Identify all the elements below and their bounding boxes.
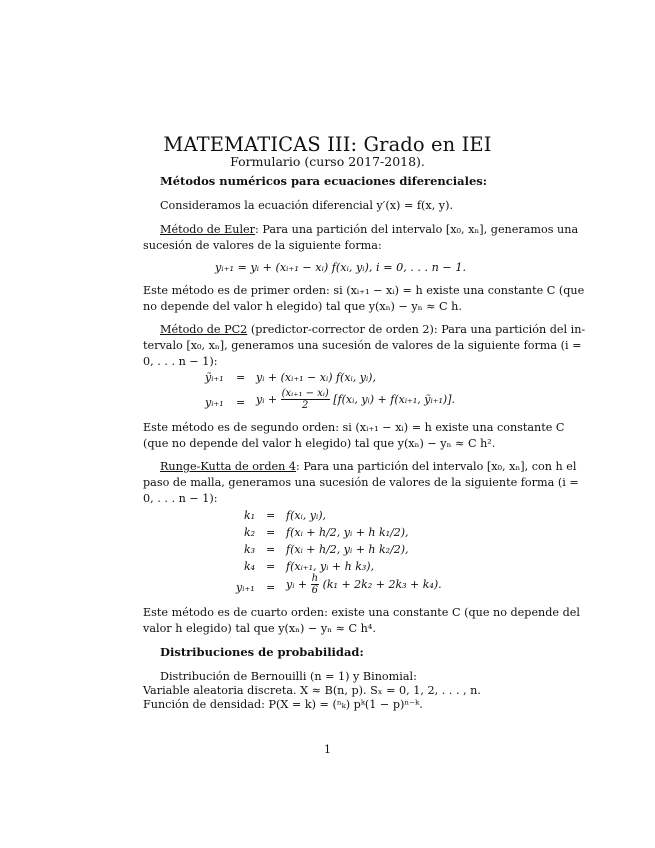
- rk4-fraction: $\frac{h}{6}$: [311, 573, 319, 596]
- pc2-eq2-fraction: $\frac{\text{(xᵢ₊₁ − xᵢ)}}{2}$: [281, 388, 329, 411]
- rk4-row-rhs: f(xᵢ, yᵢ),: [286, 509, 326, 522]
- ode-intro: Consideramos la ecuación diferencial y′(x) = f(x, y).: [160, 199, 454, 212]
- rk4-order-line1: Este método es de cuarto orden: existe una constante C (que no depende del: [143, 606, 580, 619]
- rk4-row-lhs: k₂: [244, 526, 256, 539]
- pc2-eq1-equals: =: [236, 371, 246, 384]
- bernoulli-title: Distribución de Bernouilli (n = 1) y Binomial:: [160, 670, 417, 683]
- rk4-row-lhs: k₄: [244, 560, 256, 573]
- euler-order-line2: no depende del valor h elegido) tal que y(xₙ) − yₙ ≈ C h.: [143, 300, 462, 313]
- rk4-last-equals: =: [266, 581, 276, 594]
- rk4-row-equals: =: [266, 526, 276, 539]
- euler-paragraph-line2: sucesión de valores de la siguiente forma:: [143, 239, 382, 252]
- rk4-row-lhs: k₃: [244, 543, 256, 556]
- section-heading-probability: Distribuciones de probabilidad:: [160, 645, 364, 659]
- rk4-row-rhs: f(xᵢ + h/2, yᵢ + h k₁/2),: [286, 526, 409, 539]
- rk4-paragraph-line1: Runge-Kutta de orden 4: Para una partición del intervalo [x₀, xₙ], con h el: [160, 460, 577, 473]
- pc2-paragraph-line3: 0, . . . n − 1):: [143, 355, 218, 368]
- rk4-row-equals: =: [266, 560, 276, 573]
- rk4-row-rhs: f(xᵢ₊₁, yᵢ + h k₃),: [286, 560, 375, 573]
- pc2-paragraph-line2: tervalo [x₀, xₙ], generamos una sucesión de valores de la siguiente forma (i =: [143, 339, 582, 352]
- pc2-eq2-lhs: yᵢ₊₁: [205, 396, 224, 409]
- pc2-paragraph-line1: Método de PC2 (predictor-corrector de orden 2): Para una partición del in-: [160, 323, 586, 336]
- euler-formula: yᵢ₊₁ = yᵢ + (xᵢ₊₁ − xᵢ) f(xᵢ, yᵢ), i = 0, . . . n − 1.: [215, 261, 467, 274]
- rk4-last-rhs: yᵢ + $\frac{h}{6}$ (k₁ + 2k₂ + 2k₃ + k₄).: [286, 573, 442, 596]
- bernoulli-variable: Variable aleatoria discreta. X ≈ B(n, p). Sₓ = 0, 1, 2, . . . , n.: [143, 684, 481, 697]
- document-title: MATEMATICAS III: Grado en IEI: [163, 133, 492, 156]
- pc2-eq2-rhs: yᵢ + $\frac{\text{(xᵢ₊₁ − xᵢ)}}{2}$ [f(xᵢ, yᵢ) + f(xᵢ₊₁, ỹᵢ₊₁)].: [256, 388, 455, 411]
- document-subtitle: Formulario (curso 2017-2018).: [230, 154, 425, 169]
- rk4-row-equals: =: [266, 509, 276, 522]
- euler-paragraph-line1: Método de Euler: Para una partición del intervalo [x₀, xₙ], generamos una: [160, 223, 579, 236]
- rk4-order-line2: valor h elegido) tal que y(xₙ) − yₙ ≈ C h⁴.: [143, 622, 376, 635]
- rk4-last-lhs: yᵢ₊₁: [236, 581, 255, 594]
- pc2-method-name: Método de PC2: [160, 323, 248, 336]
- rk4-row-lhs: k₁: [244, 509, 256, 522]
- pc2-order-line2: (que no depende del valor h elegido) tal que y(xₙ) − yₙ ≈ C h².: [143, 437, 496, 450]
- rk4-paragraph-line3: 0, . . . n − 1):: [143, 492, 218, 505]
- euler-method-name: Método de Euler: [160, 223, 256, 236]
- rk4-paragraph-line2: paso de malla, generamos una sucesión de valores de la siguiente forma (i =: [143, 476, 579, 489]
- pc2-eq1-lhs: ỹᵢ₊₁: [205, 371, 224, 384]
- euler-order-line1: Este método es de primer orden: si (xᵢ₊₁ − xᵢ) = h existe una constante C (que: [143, 284, 585, 297]
- pc2-order-line1: Este método es de segundo orden: si (xᵢ₊₁ − xᵢ) = h existe una constante C: [143, 421, 565, 434]
- rk4-method-name: Runge-Kutta de orden 4: [160, 460, 297, 473]
- rk4-row-rhs: f(xᵢ + h/2, yᵢ + h k₂/2),: [286, 543, 409, 556]
- pc2-eq1-rhs: yᵢ + (xᵢ₊₁ − xᵢ) f(xᵢ, yᵢ),: [256, 371, 376, 384]
- bernoulli-density: Función de densidad: P(X = k) = (ⁿₖ) pᵏ(1 − p)ⁿ⁻ᵏ.: [143, 698, 423, 711]
- rk4-row-equals: =: [266, 543, 276, 556]
- page-number: 1: [324, 743, 331, 756]
- section-heading-ode: Métodos numéricos para ecuaciones diferenciales:: [160, 174, 487, 188]
- pc2-eq2-equals: =: [236, 396, 246, 409]
